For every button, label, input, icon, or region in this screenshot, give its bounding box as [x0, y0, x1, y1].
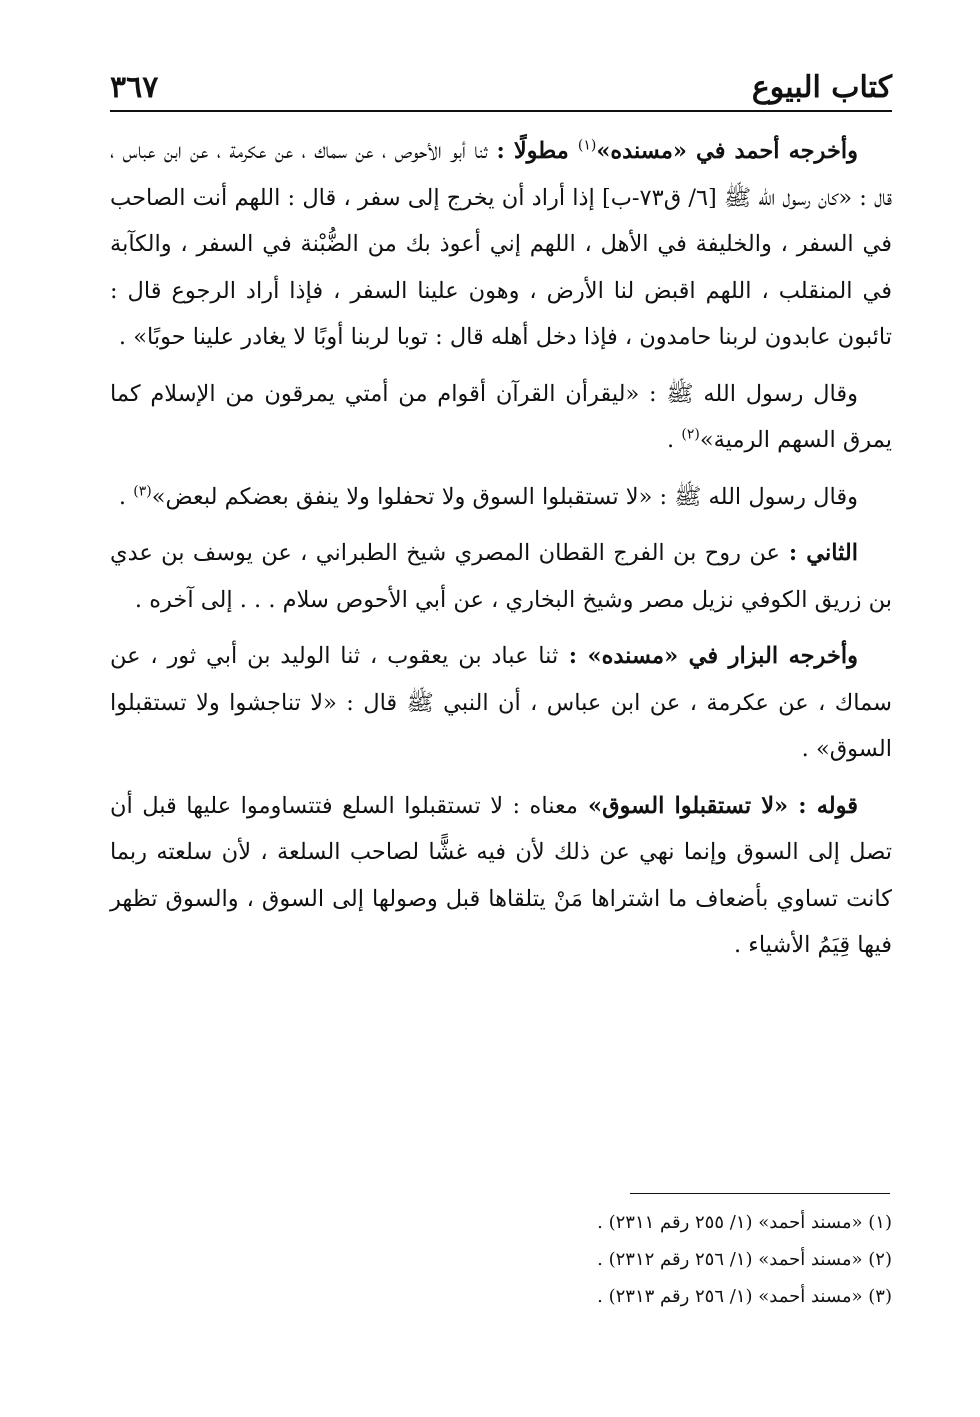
paragraph-text: ثنا أبو الأحوص ، عن سماك ، عن عكرمة ، عن ابن عباس ، قال : «كان رسول الله ﷺ [٦/ ق٧٣-ب] إذا أراد أن يخرج إلى سفر ، قال : اللهم أنت الصاحب في السفر ، والخليفة في الأهل ، اللهم إني أعوذ بك من الضُّبْنة في السفر ، والكآبة في المنقلب ، اللهم اقبض لنا الأرض ، وهون علينا السفر ، فإذا أراد الرجوع قال : تائبون عابدون لربنا حامدون ، فإذا دخل أهله قال : توبا لربنا أوبًا لا يغادر علينا حوبًا» .	[110, 138, 892, 350]
footnote-divider	[630, 1193, 890, 1194]
paragraph-text: معناه : لا تستقبلوا السلع فتتساوموا عليها قبل أن تصل إلى السوق وإنما نهي عن ذلك لأن فيه غشًّا لصاحب السلعة ، لأن سلعته ربما كانت تساوي بأضعاف ما اشتراها مَنْ يتلقاها قبل وصولها إلى السوق ، والسوق تظهر فيها قِيَمُ الأشياء .	[110, 792, 892, 958]
paragraph-second-chain	[110, 530, 892, 623]
paragraph-text: وقال رسول الله ﷺ : «ليقرأن القرآن أقوام من أمتي يمرقون من الإسلام كما يمرق السهم الرمية»	[110, 380, 892, 453]
paragraph-tail: .	[118, 483, 134, 510]
main-text	[110, 128, 892, 979]
paragraph-bazzar	[110, 633, 892, 773]
paragraph-text: وقال رسول الله ﷺ : «لا تستقبلوا السوق ولا تحفلوا ولا ينفق بعضكم لبعض»	[151, 483, 858, 510]
page-number: ٣٦٧	[110, 70, 159, 105]
paragraph-hadith-market	[110, 474, 892, 521]
footnote-1: (١) «مسند أحمد» (١/ ٢٥٥ رقم ٢٣١١) .	[597, 1212, 892, 1233]
paragraph-lead: وأخرجه البزار في «مسنده» :	[558, 643, 858, 669]
paragraph-hadith-quran	[110, 371, 892, 464]
paragraph-text: عن روح بن الفرج القطان المصري شيخ الطبراني ، عن يوسف بن عدي بن زريق الكوفي نزيل مصر وشيخ البخاري ، عن أبي الأحوص سلام . . . إلى آخره .	[110, 540, 892, 613]
footnote-2: (٢) «مسند أحمد» (١/ ٢٥٦ رقم ٢٣١٢) .	[597, 1249, 892, 1270]
running-title: كتاب البيوع	[751, 70, 892, 105]
paragraph-tail: .	[667, 427, 682, 453]
paragraph-lead: قوله : «لا تستقبلوا السوق»	[577, 792, 858, 819]
paragraph-lead: وأخرجه أحمد في «مسنده»	[596, 138, 858, 164]
footnotes	[110, 1204, 892, 1315]
paragraph-ahmad	[110, 128, 892, 361]
paragraph-text: ثنا عباد بن يعقوب ، ثنا الوليد بن أبي ثور ، عن سماك ، عن عكرمة ، عن ابن عباس ، أن النبي ﷺ قال : «لا تناجشوا ولا تستقبلوا السوق» .	[110, 643, 892, 762]
footnote-ref-1: (١)	[577, 137, 597, 154]
paragraph-lead: الثاني :	[779, 540, 858, 566]
footnote-3: (٣) «مسند أحمد» (١/ ٢٥٦ رقم ٢٣١٣) .	[597, 1286, 892, 1307]
page-header	[110, 60, 892, 112]
footnote-ref-2: (٢)	[681, 426, 700, 443]
paragraph-commentary	[110, 783, 892, 969]
paragraph-lead-continued: مطولًا :	[487, 138, 578, 164]
footnote-ref-3: (٣)	[133, 483, 152, 499]
